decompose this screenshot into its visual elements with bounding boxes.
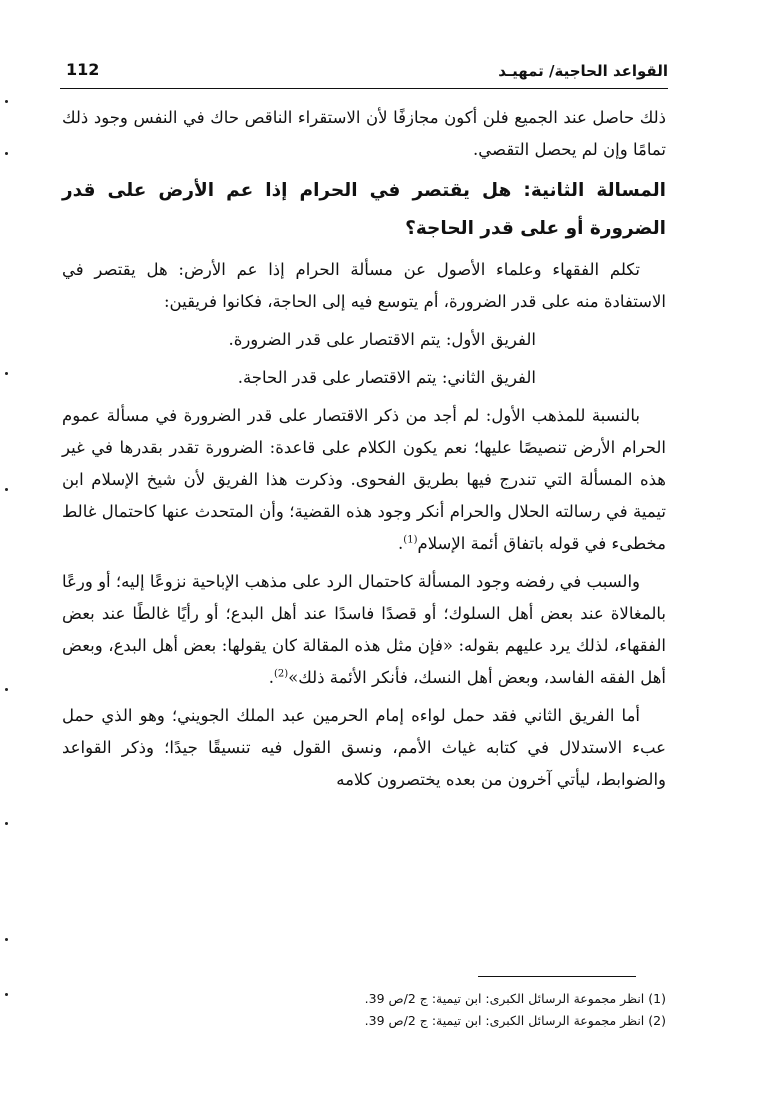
paragraph-reason-end: . bbox=[268, 668, 274, 687]
margin-mark bbox=[5, 938, 8, 941]
second-group-item: الفريق الثاني: يتم الاقتصار على قدر الحاجة. bbox=[237, 368, 536, 387]
footnote-divider bbox=[478, 976, 636, 977]
paragraph-second-school: أما الفريق الثاني فقد حمل لواءه إمام الحرمين عبد الملك الجويني؛ وهو الذي حمل عبء الاستدلال في كتابه غياث الأمم، ونسق القول فيه تنسيقًا جيدًا؛ وذكر القواعد والضوابط، ليأتي آخرون من بعده يختصرون كلامه bbox=[62, 706, 666, 789]
footnotes bbox=[62, 988, 666, 1032]
main-text bbox=[62, 102, 666, 802]
header-title: القواعد الحاجية/ تمهيـد bbox=[498, 62, 668, 80]
margin-mark bbox=[5, 688, 8, 691]
footnote-2 bbox=[62, 1010, 666, 1032]
margin-mark bbox=[5, 152, 8, 155]
footnote-1 bbox=[62, 988, 666, 1010]
section-heading: المسالة الثانية: هل يقتصر في الحرام إذا عم الأرض على قدر الضرورة أو على قدر الحاجة؟ bbox=[62, 180, 666, 239]
paragraph-reason bbox=[62, 566, 666, 694]
footnote-ref-2[interactable]: (2) bbox=[273, 668, 289, 680]
paragraph-reason-text: والسبب في رفضه وجود المسألة كاحتمال الرد على مذهب الإباحية نزوعًا إليه؛ أو ورعًا بالمغالاة عند بعض أهل السلوك؛ أو قصدًا فاسدًا عند أهل البدع؛ أو رأيًا غالطًا عند بعض الفقهاء، لذلك يرد عليهم بقوله: «فإن مثل هذه المقالة كان يقولها: بعض أهل البدع، وبعض أهل الفقه الفاسد، وبعض أهل النسك، فأنكر الأئمة ذلك» bbox=[62, 572, 666, 687]
paragraph-intro: ذلك حاصل عند الجميع فلن أكون مجازفًا لأن الاستقراء الناقص حاك في النفس وجود ذلك تمامًا وإن لم يحصل التقصي. bbox=[62, 108, 666, 159]
footnote-number: (2) bbox=[648, 1013, 666, 1028]
margin-mark bbox=[5, 993, 8, 996]
footnote-text: انظر مجموعة الرسائل الكبرى: ابن تيمية: ج 2/ص 39. bbox=[364, 1013, 645, 1028]
page-number: 112 bbox=[66, 60, 100, 79]
paragraph-first-school-end: . bbox=[398, 534, 404, 553]
margin-mark bbox=[5, 372, 8, 375]
footnote-text: انظر مجموعة الرسائل الكبرى: ابن تيمية: ج 2/ص 39. bbox=[364, 991, 645, 1006]
footnote-ref-1[interactable]: (1) bbox=[403, 534, 418, 546]
running-header bbox=[60, 58, 668, 88]
footnote-number: (1) bbox=[648, 991, 666, 1006]
paragraph-first-school-text: بالنسبة للمذهب الأول: لم أجد من ذكر الاقتصار على قدر الضرورة في مسألة عموم الحرام الأرض تنصيصًا عليها؛ نعم يكون الكلام على قاعدة: الضرورة تقدر بقدرها في غير هذه المسألة التي تندرج فيها بطريق الفحوى. وذكرت هذا الفريق لأن شيخ الإسلام ابن تيمية في رسالته الحلال والحرام أنكر وجود هذه القضية؛ وأن المتحدث عنها كاحتمال غالط مخطىء في قوله باتفاق أئمة الإسلام bbox=[62, 406, 666, 553]
margin-mark bbox=[5, 822, 8, 825]
header-divider bbox=[60, 88, 668, 89]
margin-mark bbox=[5, 488, 8, 491]
paragraph-overview: تكلم الفقهاء وعلماء الأصول عن مسألة الحرام إذا عم الأرض: هل يقتصر في الاستفادة منه على قدر الضرورة، أم يتوسع فيه إلى الحاجة، فكانوا فريقين: bbox=[62, 260, 666, 311]
paragraph-first-school bbox=[62, 400, 666, 560]
first-group-item: الفريق الأول: يتم الاقتصار على قدر الضرورة. bbox=[228, 330, 536, 349]
margin-mark bbox=[5, 100, 8, 103]
